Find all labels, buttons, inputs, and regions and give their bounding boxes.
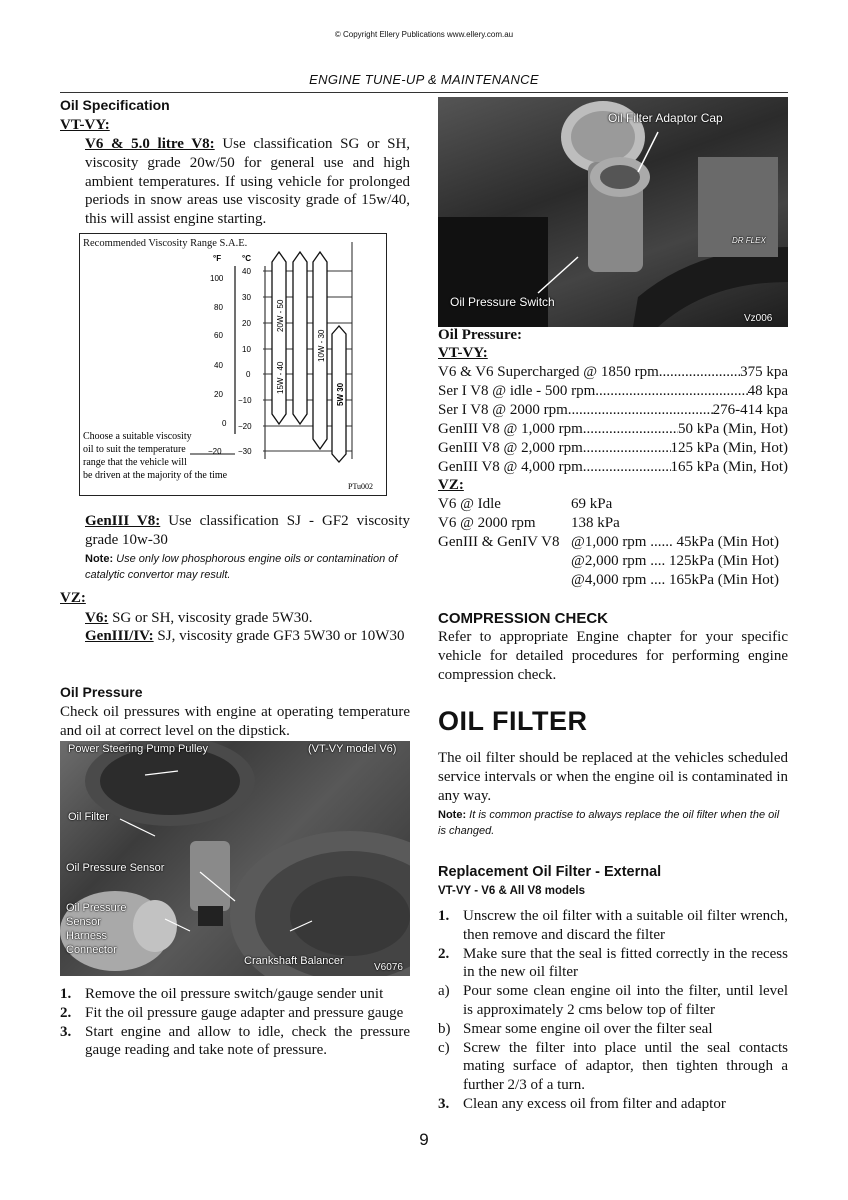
replacement-filter-title: Replacement Oil Filter - External — [438, 864, 662, 880]
oil-spec-title: Oil Specification — [60, 97, 170, 113]
c-tick-10: 10 — [242, 345, 251, 354]
table-row: GenIII & GenIV V8 @1,000 rpm ...... 45kPa (Min Hot) — [438, 534, 779, 550]
photo-shapes — [438, 97, 788, 327]
c-tick-minus30: −30 — [238, 447, 252, 456]
table-row: GenIII V8 @ 1,000 rpm ..... 50 kPa (Min, Hot) — [438, 420, 788, 439]
photo-label-adaptor-cap: Oil Filter Adaptor Cap — [608, 111, 723, 125]
header-rule — [60, 92, 788, 93]
page-number: 9 — [419, 1130, 429, 1149]
photo-label-harness-4: Connector — [66, 944, 117, 956]
vz-v6-paragraph — [85, 609, 410, 628]
table-row: @4,000 rpm .... 165kPa (Min Hot) — [571, 572, 779, 588]
c-tick-40: 40 — [242, 267, 251, 276]
c-tick-20: 20 — [242, 319, 251, 328]
f-tick-60: 60 — [214, 331, 223, 340]
oil-pressure-sensor-photo — [60, 741, 410, 976]
c-tick-0: 0 — [246, 370, 251, 379]
c-tick-minus10: −10 — [238, 396, 252, 405]
photo-label-pressure-switch: Oil Pressure Switch — [450, 295, 555, 309]
photo-label-harness-3: Harness — [66, 930, 107, 942]
v6-spec-text: Use classification SG or SH, viscosity grade 20w/50 for general use and high ambient temperatures. If using vehicle for prolonged periods in snow areas use viscosity grade of 15w/40, this will assist engine starting. — [85, 136, 411, 228]
chart-caption-line4: be driven at the majority of the time — [83, 470, 228, 481]
photo-label-harness-2: Sensor — [66, 916, 101, 928]
geniii-spec-paragraph — [85, 512, 410, 550]
photo-code-vz006: Vz006 — [744, 313, 773, 324]
photo-label-crankshaft: Crankshaft Balancer — [244, 955, 344, 967]
chart-f-header: °F — [213, 254, 222, 263]
table-row: V6 @ 2000 rpm 138 kPa — [438, 515, 620, 531]
note-text: It is common practise to always replace the oil filter when the oil is changed. — [438, 809, 780, 837]
photo-label-oil-filter: Oil Filter — [68, 811, 109, 823]
f-tick-80: 80 — [214, 303, 223, 312]
geniii-label: GenIII V8: — [85, 513, 161, 529]
oil-filter-note — [438, 807, 788, 839]
compression-title: COMPRESSION CHECK — [438, 610, 609, 627]
vz-v6-text: SG or SH, viscosity grade 5W30. — [112, 610, 313, 626]
list-item: 3. Clean any excess oil from filter and adaptor — [438, 1095, 726, 1112]
oil-filter-adaptor-photo — [438, 97, 788, 327]
viscosity-chart-graphic — [80, 234, 386, 495]
chart-caption-line1: Choose a suitable viscosity — [83, 431, 192, 442]
vz-gen-text: SJ, viscosity grade GF3 5W30 or 10W30 — [157, 628, 405, 644]
oil-filter-title: OIL FILTER — [438, 706, 588, 736]
note-text: Use only low phosphorous engine oils or contamination of catalytic convertor may result. — [85, 553, 398, 581]
v6-spec-paragraph — [85, 135, 410, 229]
chart-caption-line3: range that the vehicle will — [83, 457, 187, 468]
table-row: GenIII V8 @ 2,000 rpm ..... 125 kPa (Min, Hot) — [438, 439, 788, 458]
oil-pressure-vz-label: VZ: — [438, 477, 464, 493]
note-label: Note: — [438, 809, 467, 821]
list-item: 3. Start engine and allow to idle, check the pressure gauge reading and take note of pressure. — [60, 1023, 410, 1059]
list-item: b) Smear some engine oil over the filter seal — [438, 1020, 713, 1037]
oil-filter-text: The oil filter should be replaced at the vehicles scheduled service intervals or when the engine oil is contaminated in any way. — [438, 750, 788, 804]
vz-v6-label: V6: — [85, 610, 109, 626]
table-row: Ser I V8 @ idle - 500 rpm ..... 48 kpa — [438, 382, 788, 401]
grade-label-10w30: 10W - 30 — [317, 329, 326, 362]
note-label: Note: — [85, 553, 114, 565]
vz-label: VZ: — [60, 590, 86, 606]
f-tick-minus20: −20 — [208, 447, 222, 456]
f-tick-20: 20 — [214, 390, 223, 399]
photo-label-model: (VT-VY model V6) — [308, 743, 397, 755]
list-item: 1. Unscrew the oil filter with a suitable oil filter wrench, then remove and discard the filter — [438, 908, 788, 943]
photo-label-pulley: Power Steering Pump Pulley — [68, 743, 209, 755]
f-tick-100: 100 — [210, 274, 224, 283]
grade-label-5w30: 5W 30 — [336, 382, 345, 406]
copyright-notice: © Copyright Ellery Publications www.ellery.com.au — [334, 30, 514, 39]
grade-label-15w40: 15W - 40 — [276, 361, 285, 394]
oil-pressure-title: Oil Pressure — [60, 684, 143, 700]
list-item: a) Pour some clean engine oil into the filter, until level is approximately 2 cms below top of filter — [438, 983, 788, 1018]
oil-pressure-intro: Check oil pressures with engine at operating temperature and oil at correct level on the dipstick. — [60, 704, 410, 739]
grade-bar-15w40 — [293, 252, 307, 424]
chart-title: Recommended Viscosity Range S.A.E. — [83, 238, 248, 249]
oil-pressure-vtvy-label: VT-VY: — [438, 345, 488, 361]
grade-label-20w50: 20W - 50 — [276, 299, 285, 332]
list-item: c) Screw the filter into place until the seal contacts mating surface of adaptor, then tighten through a further 2/3 of a turn. — [438, 1039, 788, 1094]
chart-c-header: °C — [242, 254, 251, 263]
vz-gen-paragraph — [85, 627, 410, 646]
list-item: 2. Fit the oil pressure gauge adapter and pressure gauge — [60, 1004, 404, 1021]
photo-code-v6076: V6076 — [374, 962, 403, 973]
oil-pressure-table — [438, 363, 788, 477]
hose-branding: DR FLEX — [732, 236, 766, 245]
photo-shapes — [60, 741, 410, 976]
photo-label-harness-1: Oil Pressure — [66, 902, 127, 914]
oil-filter-steps — [438, 907, 788, 1114]
replacement-filter-subtitle: VT-VY - V6 & All V8 models — [438, 885, 585, 897]
table-row: @2,000 rpm .... 125kPa (Min Hot) — [571, 553, 779, 569]
table-row: V6 & V6 Supercharged @ 1850 rpm ..... 375 kpa — [438, 363, 788, 382]
geniii-spec-text: Use classification SJ - GF2 viscosity grade 10w-30 — [85, 513, 410, 548]
viscosity-chart — [79, 233, 387, 496]
table-row: V6 @ Idle 69 kPa — [438, 496, 613, 512]
oil-pressure-spec-title: Oil Pressure: — [438, 327, 523, 343]
vtvy-label: VT-VY: — [60, 117, 110, 133]
oil-pressure-steps — [60, 985, 410, 1060]
list-item: 2. Make sure that the seal is fitted correctly in the recess in the new oil filter — [438, 945, 788, 981]
f-tick-40: 40 — [214, 361, 223, 370]
vz-gen-label: GenIII/IV: — [85, 628, 154, 644]
c-tick-30: 30 — [242, 293, 251, 302]
compression-text: Refer to appropriate Engine chapter for your specific vehicle for detailed procedures for performing engine compression check. — [438, 629, 788, 683]
chart-code: PTu002 — [348, 482, 374, 491]
phosphorous-note — [85, 551, 410, 583]
c-tick-minus20: −20 — [238, 422, 252, 431]
grade-bar-20w50 — [272, 252, 286, 424]
table-row: Ser I V8 @ 2000 rpm ..... 276-414 kpa — [438, 401, 788, 420]
list-item: 1. Remove the oil pressure switch/gauge sender unit — [60, 986, 384, 1002]
vz-pressure-table — [438, 495, 788, 590]
running-head: ENGINE TUNE-UP & MAINTENANCE — [309, 72, 539, 87]
f-tick-0: 0 — [222, 419, 227, 428]
photo-label-pressure-sensor: Oil Pressure Sensor — [66, 862, 165, 874]
v6-label: V6 & 5.0 litre V8: — [85, 136, 215, 152]
table-row: GenIII V8 @ 4,000 rpm ..... 165 kPa (Min, Hot) — [438, 458, 788, 477]
chart-caption-line2: oil to suit the temperature — [83, 444, 186, 455]
